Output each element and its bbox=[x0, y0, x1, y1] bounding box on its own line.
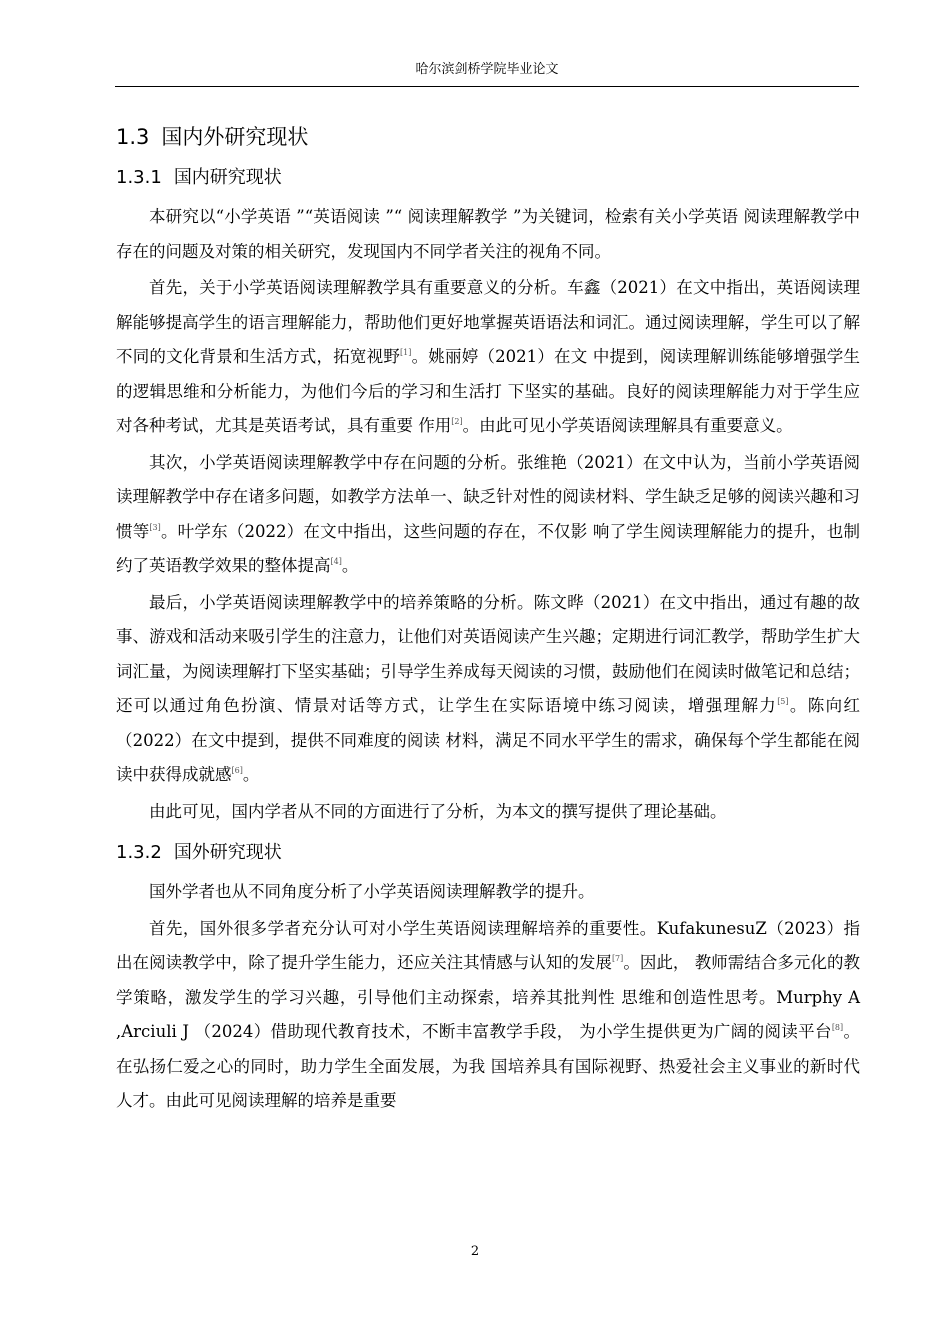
paragraph-foreign-importance bbox=[116, 912, 860, 1119]
citation-5: [5] bbox=[777, 697, 789, 706]
citation-2: [2] bbox=[451, 417, 463, 426]
citation-4: [4] bbox=[330, 557, 342, 566]
subsection-number: 1.3.2 bbox=[116, 842, 162, 863]
citation-1: [1] bbox=[400, 348, 412, 357]
subsection-heading-domestic bbox=[116, 164, 860, 192]
subsection-heading-foreign bbox=[116, 839, 860, 867]
subsection-number: 1.3.1 bbox=[116, 167, 162, 188]
paragraph-text: 最后，小学英语阅读理解教学中的培养策略的分析。陈文晔（2021）在文中指出，通过有趣的故事、游戏和活动来吸引学生的注意力，让他们对英语阅读产生兴趣；定期进行词汇教学，帮助学生扩大词汇量，为阅读理解打下坚实基础；引导学生养成每天阅读的习惯，鼓励他们在阅读时做笔记和总结；还可以通过角色扮演、情景对话等方式，让学生在实际语境中练习阅读，增强理解力 bbox=[116, 592, 860, 715]
paragraph-text: 。陈向红（2022）在文中提到，提供不同难度的阅读 材料，满足不同水平学生的需求，确保每个学生都能在阅读中获得成就感 bbox=[116, 696, 861, 784]
subsection-title: 国内研究现状 bbox=[173, 167, 282, 188]
paragraph-intro bbox=[116, 200, 860, 269]
paragraph-text: 首先，关于小学英语阅读理解教学具有重要意义的分析。车鑫（2021）在文中指出，英语阅读理解能够提高学生的语言理解能力，帮助他们更好地掌握英语语法和词汇。通过阅读理解，学生可以了解不同的文化背景和生活方式，拓宽视野 bbox=[116, 278, 860, 366]
paragraph-text: 首先，国外很多学者充分认可对小学生英语阅读理解培养的重要性。KufakunesuZ（2023）指出在阅读教学中，除了提升学生能力，还应关注其情感与认知的发展 bbox=[116, 918, 860, 972]
running-header: 哈尔滨剑桥学院毕业论文 bbox=[115, 60, 859, 87]
citation-3: [3] bbox=[149, 522, 161, 532]
citation-7: [7] bbox=[611, 954, 624, 963]
paragraph-text: 。姚丽婷（2021）在文 中提到，阅读理解训练能够增强学生的逻辑思维和分析能力，为他们今后的学习和生活打 下坚实的基础。良好的阅读理解能力对于学生应对各种考试，尤其是英语考试，具有重要 作用 bbox=[116, 347, 860, 435]
paragraph-text: 其次，小学英语阅读理解教学中存在问题的分析。张维艳（2021）在文中认为，当前小学英语阅读理解教学中存在诸多问题，如教学方法单一、缺乏针对性的阅读材料、学生缺乏足够的阅读兴趣和习惯等 bbox=[116, 452, 860, 541]
paragraph-text: 国外学者也从不同角度分析了小学英语阅读理解教学的提升。 bbox=[149, 882, 595, 901]
paragraph-foreign-intro bbox=[116, 875, 860, 910]
paragraph-strategies bbox=[116, 586, 860, 793]
paragraph-summary bbox=[116, 795, 860, 830]
paragraph-text: 。因此， 教师需结合多元化的教学策略，激发学生的学习兴趣，引导他们主动探索，培养其批判性 思维和创造性思考。Murphy A ,Arciuli J （2024）借助现代教育技术，不断丰富教学手段， 为小学生提供更为广阔的阅读平台 bbox=[116, 953, 860, 1041]
page-number: 2 bbox=[470, 1244, 480, 1259]
paragraph-text: 。 bbox=[242, 765, 260, 784]
paragraph-text: 本研究以“小学英语 ”“英语阅读 ”“ 阅读理解教学 ”为关键词，检索有关小学英语 阅读理解教学中存在的问题及对策的相关研究，发现国内不同学者关注的视角不同。 bbox=[116, 207, 860, 261]
page-body bbox=[116, 122, 860, 1121]
section-title: 国内外研究现状 bbox=[161, 125, 309, 149]
paragraph-text: 。叶学东（2022）在文中指出，这些问题的存在，不仅影 响了学生阅读理解能力的提升，也制约了英语教学效果的整体提高 bbox=[116, 521, 860, 575]
paragraph-problems bbox=[116, 446, 860, 584]
subsection-title: 国外研究现状 bbox=[173, 842, 282, 863]
paragraph-text: 。在弘扬仁爱之心的同时，助力学生全面发展，为我 国培养具有国际视野、热爱社会主义事业的新时代人才。由此可见阅读理解的培养是重要 bbox=[116, 1022, 860, 1110]
paragraph-significance bbox=[116, 271, 860, 444]
paragraph-text: 。由此可见小学英语阅读理解具有重要意义。 bbox=[462, 416, 793, 435]
section-heading bbox=[116, 122, 860, 152]
citation-6: [6] bbox=[231, 766, 243, 775]
citation-8: [8] bbox=[831, 1023, 844, 1032]
paragraph-text: 由此可见，国内学者从不同的方面进行了分析，为本文的撰写提供了理论基础。 bbox=[149, 801, 727, 821]
section-number: 1.3 bbox=[116, 125, 150, 149]
paragraph-text: 。 bbox=[341, 556, 359, 575]
